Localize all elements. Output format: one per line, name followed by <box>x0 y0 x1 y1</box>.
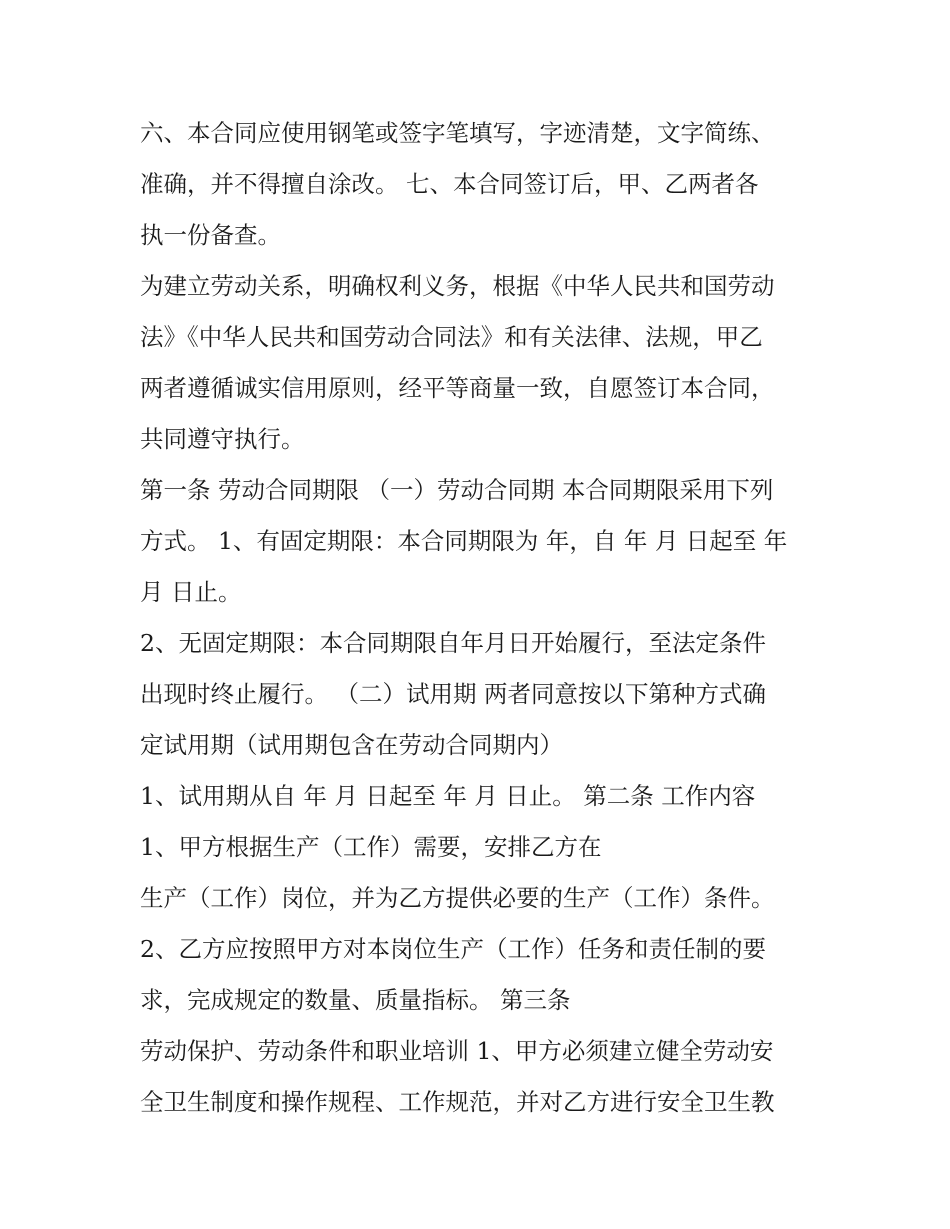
text-line: 求，完成规定的数量、质量指标。 第三条 <box>140 986 571 1014</box>
text-line: 为建立劳动关系，明确权利义务，根据《中华人民共和国劳动 <box>140 272 775 300</box>
text-line: 月 日止。 <box>140 578 242 606</box>
document-body <box>140 108 830 1128</box>
text-line: 两者遵循诚实信用原则，经平等商量一致，自愿签订本合同， <box>140 374 775 402</box>
text-line: 法》《中华人民共和国劳动合同法》和有关法律、法规，甲乙 <box>140 323 763 351</box>
text-line: 方式。 1、有固定期限：本合同期限为 年，自 年 月 日起至 年 <box>140 527 788 555</box>
text-line: 六、本合同应使用钢笔或签字笔填写，字迹清楚，文字简练、 <box>140 119 775 147</box>
text-line: 2、无固定期限：本合同期限自年月日开始履行，至法定条件 <box>140 629 766 657</box>
text-line: 生产（工作）岗位，并为乙方提供必要的生产（工作）条件。 <box>140 884 775 912</box>
text-line: 1、试用期从自 年 月 日起至 年 月 日止。 第二条 工作内容 <box>140 782 756 810</box>
text-line: 共同遵守执行。 <box>140 425 305 453</box>
text-line: 执一份备查。 <box>140 221 281 249</box>
text-line: 全卫生制度和操作规程、工作规范，并对乙方进行安全卫生教 <box>140 1088 775 1116</box>
text-line: 2、乙方应按照甲方对本岗位生产（工作）任务和责任制的要 <box>140 935 766 963</box>
text-line: 第一条 劳动合同期限 （一）劳动合同期 本合同期限采用下列 <box>140 476 774 504</box>
text-line: 出现时终止履行。 （二）试用期 两者同意按以下第种方式确 <box>140 680 766 708</box>
text-line: 定试用期（试用期包含在劳动合同期内） <box>140 731 563 759</box>
text-line: 劳动保护、劳动条件和职业培训 1、甲方必须建立健全劳动安 <box>140 1037 774 1065</box>
text-line: 准确，并不得擅自涂改。 七、本合同签订后，甲、乙两者各 <box>140 170 759 198</box>
text-line: 1、甲方根据生产（工作）需要，安排乙方在 <box>140 833 602 861</box>
